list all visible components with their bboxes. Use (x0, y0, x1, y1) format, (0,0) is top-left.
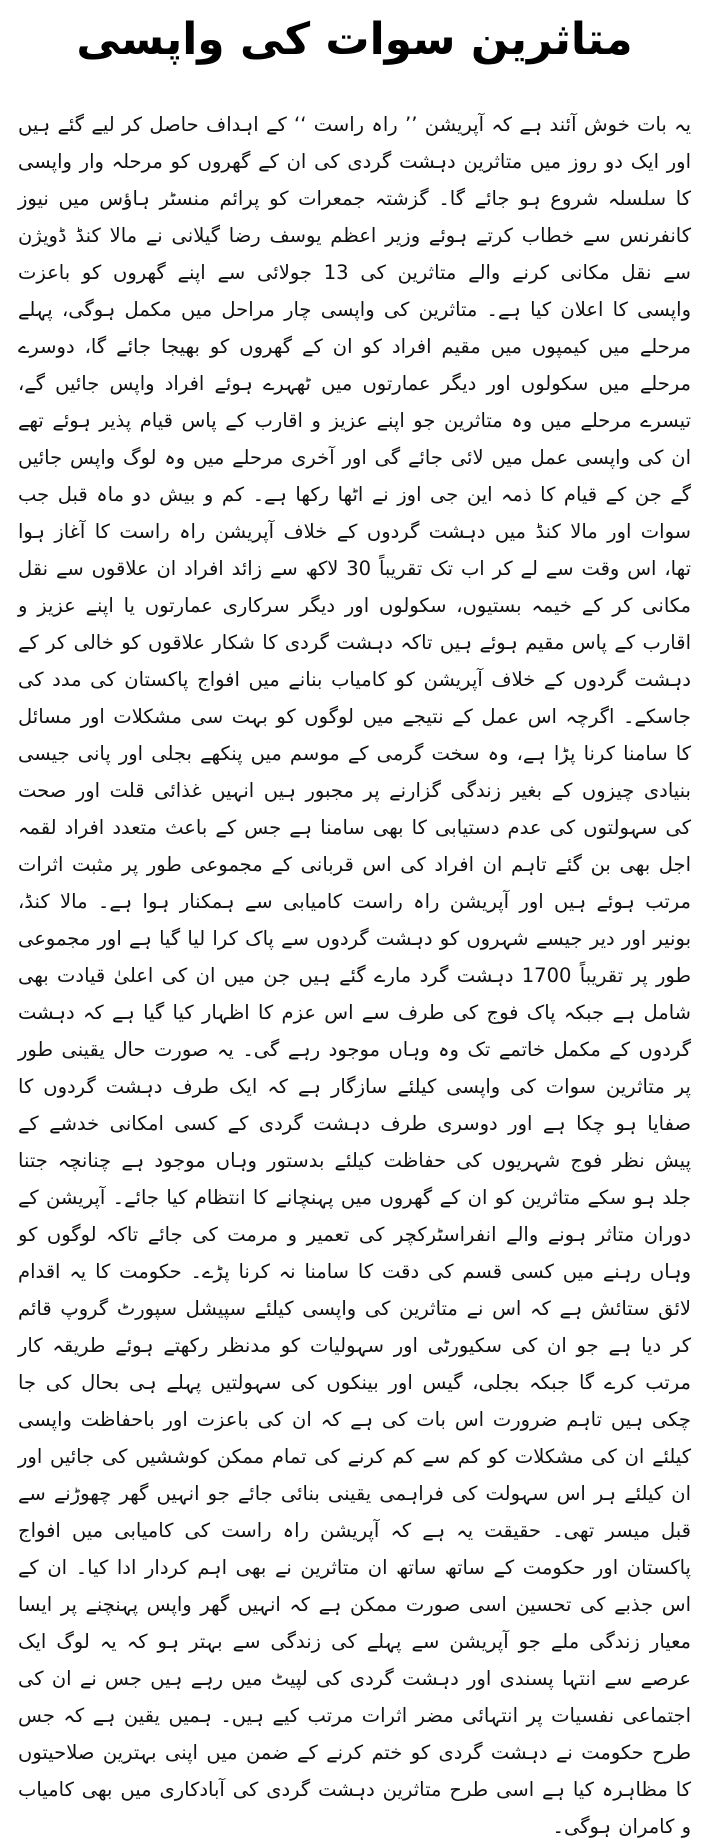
editorial-headline: متاثرین سوات کی واپسی (76, 14, 633, 65)
editorial-body: یہ بات خوش آئند ہے کہ آپریشن ’’ راہ راست ‘‘ کے اہداف حاصل کر لیے گئے ہیں اور ایک دو روز میں متاثرین دہشت گردی کی ان کے گھروں کو مرحلہ وار واپسی کا سلسلہ شروع ہو جائے گا۔ گزشتہ جمعرات کو پرائم منسٹر ہاؤس میں نیوز کانفرنس سے خطاب کرتے ہوئے وزیر اعظم یوسف رضا گیلانی نے مالا کنڈ ڈویژن سے نقل مکانی کرنے والے متاثرین کی 13 جولائی سے اپنے گھروں کو باعزت واپسی کا اعلان کیا ہے۔ متاثرین کی واپسی چار مراحل میں مکمل ہوگی، پہلے مرحلے میں کیمپوں میں مقیم افراد کو ان کے گھروں کو بھیجا جائے گا، دوسرے مرحلے میں سکولوں اور دیگر عمارتوں میں ٹھہرے ہوئے افراد واپس جائیں گے، تیسرے مرحلے میں وہ متاثرین جو اپنے عزیز و اقارب کے پاس قیام پذیر ہوئے تھے ان کی واپسی عمل میں لائی جائے گی اور آخری مرحلے میں وہ لوگ واپس جائیں گے جن کے قیام کا ذمہ این جی اوز نے اٹھا رکھا ہے۔ کم و بیش دو ماہ قبل جب سوات اور مالا کنڈ میں دہشت گردوں کے خلاف آپریشن راہ راست کا آغاز ہوا تھا، اس وقت سے لے کر اب تک تقریباً 30 لاکھ سے زائد افراد ان علاقوں سے نقل مکانی کر کے خیمہ بستیوں، سکولوں اور دیگر سرکاری عمارتوں یا اپنے عزیز و اقارب کے پاس مقیم ہوئے ہیں تاکہ دہشت گردی کا شکار علاقوں کو خالی کر کے دہشت گردوں کے خلاف آپریشن کو کامیاب بنانے میں افواج پاکستان کی مدد کی جاسکے۔ اگرچہ اس عمل کے نتیجے میں لوگوں کو بہت سی مشکلات اور مسائل کا سامنا کرنا پڑا ہے، وہ سخت گرمی کے موسم میں پنکھے بجلی اور پانی جیسی بنیادی چیزوں کے بغیر زندگی گزارنے پر مجبور ہیں انہیں غذائی قلت اور صحت کی سہولتوں کی عدم دستیابی کا بھی سامنا ہے جس کے باعث متعدد افراد لقمہ اجل بھی بن گئے تاہم ان افراد کی اس قربانی کے مجموعی طور پر مثبت اثرات مرتب ہوئے ہیں اور آپریشن راہ راست کامیابی سے ہمکنار ہوا ہے۔ مالا کنڈ، بونیر اور دیر جیسے شہروں کو دہشت گردوں سے پاک کرا لیا گیا ہے اور مجموعی طور پر تقریباً 1700 دہشت گرد مارے گئے ہیں جن میں ان کی اعلیٰ قیادت بھی شامل ہے جبکہ پاک فوج کی طرف سے اس عزم کا اظہار کیا گیا ہے کہ دہشت گردوں کے مکمل خاتمے تک وہ وہاں موجود رہے گی۔ یہ صورت حال یقینی طور پر متاثرین سوات کی واپسی کیلئے سازگار ہے کہ ایک طرف دہشت گردوں کا صفایا ہو چکا ہے اور دوسری طرف دہشت گردی کے کسی امکانی خدشے کے پیش نظر فوج شہریوں کی حفاظت کیلئے بدستور وہاں موجود ہے چنانچہ جتنا جلد ہو سکے متاثرین کو ان کے گھروں میں پہنچانے کا انتظام کیا جائے۔ آپریشن کے دوران متاثر ہونے والے انفراسٹرکچر کی تعمیر و مرمت کی جائے تاکہ لوگوں کو وہاں رہنے میں کسی قسم کی دقت کا سامنا نہ کرنا پڑے۔ حکومت کا یہ اقدام لائق ستائش ہے کہ اس نے متاثرین کی واپسی کیلئے سپیشل سپورٹ گروپ قائم کر دیا ہے جو ان کی سکیورٹی اور سہولیات کو مدنظر رکھتے ہوئے طریقہ کار مرتب کرے گا جبکہ بجلی، گیس اور بینکوں کی سہولتیں پہلے ہی بحال کی جا چکی ہیں تاہم ضرورت اس بات کی ہے کہ ان کی باعزت اور باحفاظت واپسی کیلئے ان کی مشکلات کو کم سے کم کرنے کی تمام ممکن کوششیں کی جائیں اور ان کیلئے ہر اس سہولت کی فراہمی یقینی بنائی جائے جو انہیں گھر چھوڑنے سے قبل میسر تھی۔ حقیقت یہ ہے کہ آپریشن راہ راست کی کامیابی میں افواج پاکستان اور حکومت کے ساتھ ساتھ ان متاثرین نے بھی اہم کردار ادا کیا۔ ان کے اس جذبے کی تحسین اسی صورت ممکن ہے کہ انہیں گھر واپس پہنچنے پر ایسا معیار زندگی ملے جو آپریشن سے پہلے کی زندگی سے بہتر ہو کہ یہ لوگ ایک عرصے سے انتہا پسندی اور دہشت گردی کی لپیٹ میں رہے ہیں جس نے ان کی اجتماعی نفسیات پر انتہائی مضر اثرات مرتب کیے ہیں۔ ہمیں یقین ہے کہ جس طرح حکومت نے دہشت گردی کو ختم کرنے کے ضمن میں اپنی بہترین صلاحیتوں کا مظاہرہ کیا ہے اسی طرح متاثرین دہشت گردی کی آبادکاری میں بھی کامیاب و کامران ہوگی۔ (18, 113, 691, 1838)
